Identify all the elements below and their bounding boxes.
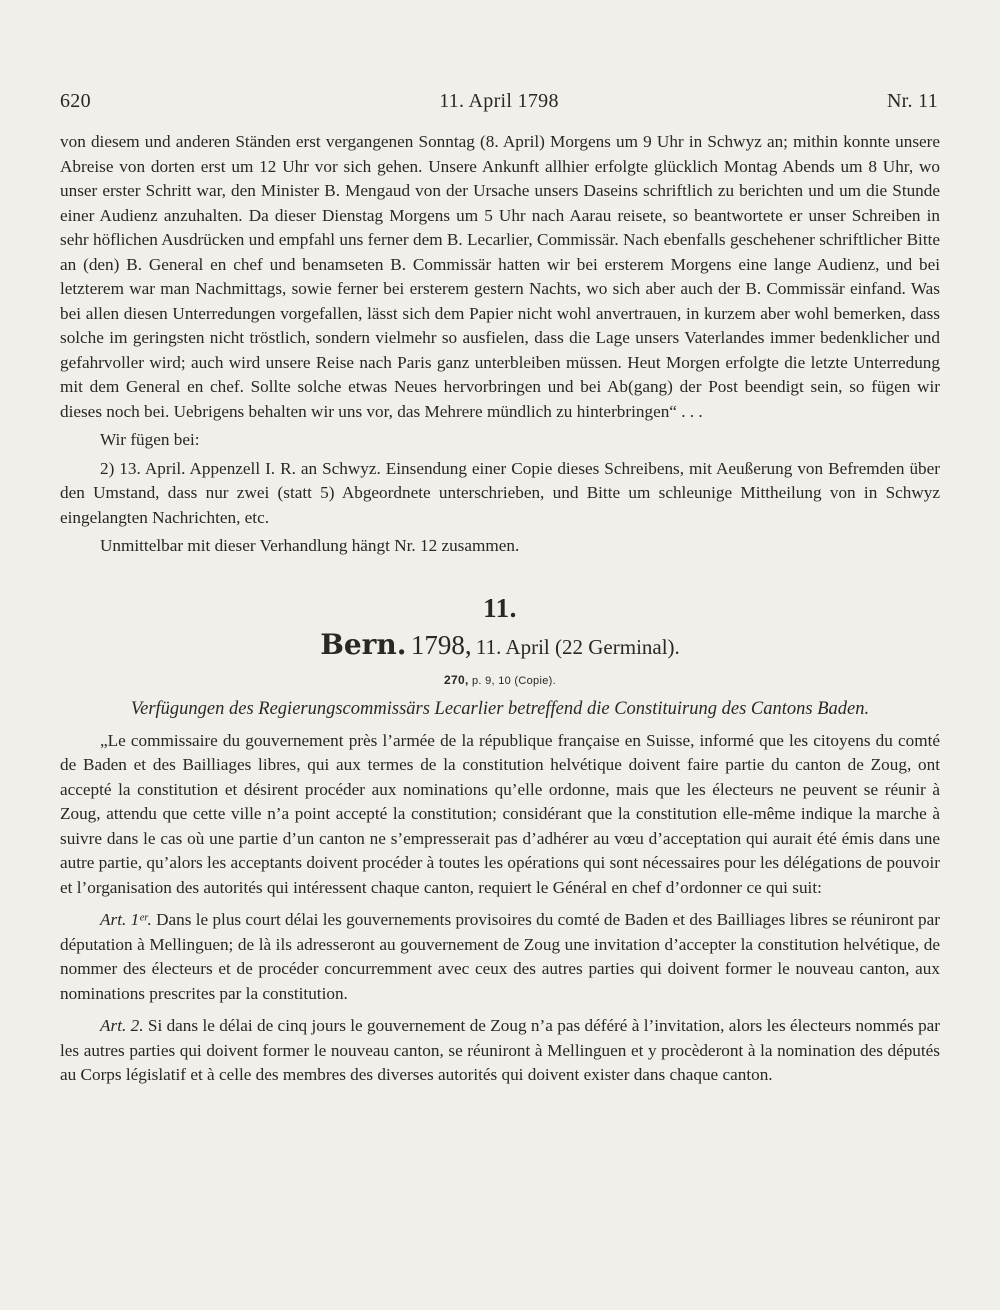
- cross-reference-note: Unmittelbar mit dieser Verhandlung hängt Nr. 12 zusammen.: [100, 536, 520, 555]
- page-header: [60, 90, 938, 120]
- letter-continuation-paragraph: von diesem und anderen Ständen erst vergangenen Sonntag (8. April) Morgens um 9 Uhr in Schwyz an; mithin konnte unsere Abreise von dorten erst um 12 Uhr vor sich gehen. Unsere Ankunft allhier erfolgte glücklich Montag Abends um 8 Uhr, wo unser erster Schritt war, den Minister B. Mengaud von der Ursache unsers Daseins schriftlich zu berichten und um die Stunde einer Audienz anzuhalten. Da dieser Dienstag Morgens um 5 Uhr nach Aarau reisete, so beantwortete er unser Schreiben in sehr höflichen Ausdrücken und empfahl uns ferner dem B. Lecarlier, Commissär. Nach ebenfalls geschehener schriftlicher Bitte an (den) B. General en chef und benamseten B. Commissär hatten wir bei ersterem Morgens eine lange Audienz, und bei letzterem war man Nachmittags, sowie ferner bei ersterem gestern Nachts, wo sich aber auch der B. Commissär einfand. Was bei allen diesen Unterredungen vorgefallen, lässt sich dem Papier nicht wohl anvertrauen, in kurzem aber wohl bemerken, dass solche im geringsten nicht tröstlich, sondern vielmehr so ausfielen, dass die Lage unsers Vaterlandes immer bedenklicher und gefahrvoller wird; auch wird unsere Reise nach Paris ganz unterbleiben müssen. Heut Morgen erfolgte die letzte Unterredung mit dem General en chef. Sollte solche etwas Neues hervorbringen und bei Ab(gang) der Post beendigt sein, so fügen wir dieses noch bei. Uebrigens behalten wir uns vor, das Mehrere mündlich zu hinterbringen“ . . .: [60, 132, 940, 421]
- section-date: 11. April (22 Germinal).: [475, 634, 680, 659]
- section-number: 11.: [483, 592, 517, 623]
- page-number: 620: [60, 90, 91, 112]
- section-heading: [60, 627, 940, 667]
- source-pages: p. 9, 10 (Copie).: [471, 674, 556, 687]
- addendum-intro: Wir fügen bei:: [100, 430, 200, 449]
- header-document-number: Nr. 11: [886, 90, 938, 112]
- article-1-text: Dans le plus court délai les gouvernements provisoires du comté de Baden et des Bailliages libres se réuniront par députation à Mellinguen; de là ils adresseront au gouvernement de Zoug une invitation d’accepter la constitution helvétique, de nommer des électeurs et de procéder concurremment avec ceux des autres parties qui doivent former le nouveau canton, aux nominations prescrites par la constitution.: [60, 910, 941, 1003]
- page-body: [60, 130, 940, 1088]
- section-year: 1798,: [410, 629, 472, 660]
- article-1-label: Art. 1ᵉʳ.: [100, 910, 152, 929]
- source-number: 270,: [444, 672, 469, 687]
- addendum-item: 2) 13. April. Appenzell I. R. an Schwyz. Einsendung einer Copie dieses Schreibens, mit Aeußerung von Befremden über den Umstand, dass nur zwei (statt 5) Abgeordnete unterschrieben, und Bitte um schleunige Mittheilung von in Schwyz eingelangten Nachrichten, etc.: [60, 458, 940, 527]
- article-2-text: Si dans le délai de cinq jours le gouvernement de Zoug n’a pas déféré à l’invitation, alors les électeurs nommés par les autres parties qui doivent former le nouveau canton, se réuniront à Mellinguen et y procèderont à la nomination des députés au Corps législatif et à celle des membres des diverses autorités qui doivent exister dans chaque canton.: [60, 1016, 941, 1084]
- article-2: [60, 1014, 940, 1088]
- source-reference: [60, 673, 940, 687]
- decree-preamble: „Le commissaire du gouvernement près l’armée de la république française en Suisse, informé que les citoyens du comté de Baden et des Bailliages libres, qui aux termes de la constitution helvétique doivent faire partie du canton de Zoug, ont accepté la constitution et désirent procéder aux nominations qu’elle ordonne, mais que les électeurs ne peuvent se réunir à Zoug, attendu que cette ville n’a point accepté la constitution; considérant que la constitution elle-même indique la marche à suivre dans le cas où une partie d’un canton ne s’empresserait pas d’adhérer au vœu d’acceptation qui aurait été émis dans une autre partie, qu’alors les acceptants doivent procéder à toutes les opérations qui sont nécessaires pour les délégations de pouvoir et l’organisation des autorités qui intéressent chaque canton, requiert le Général en chef d’ordonner ce qui suit:: [60, 730, 940, 897]
- article-2-label: Art. 2.: [100, 1016, 144, 1035]
- header-date: 11. April 1798: [439, 90, 559, 112]
- article-1: [60, 908, 940, 1006]
- section-place: Bern.: [320, 627, 407, 661]
- section-title: Verfügungen des Regierungscommissärs Lecarlier betreffend die Constituirung des Cantons Baden.: [130, 698, 870, 719]
